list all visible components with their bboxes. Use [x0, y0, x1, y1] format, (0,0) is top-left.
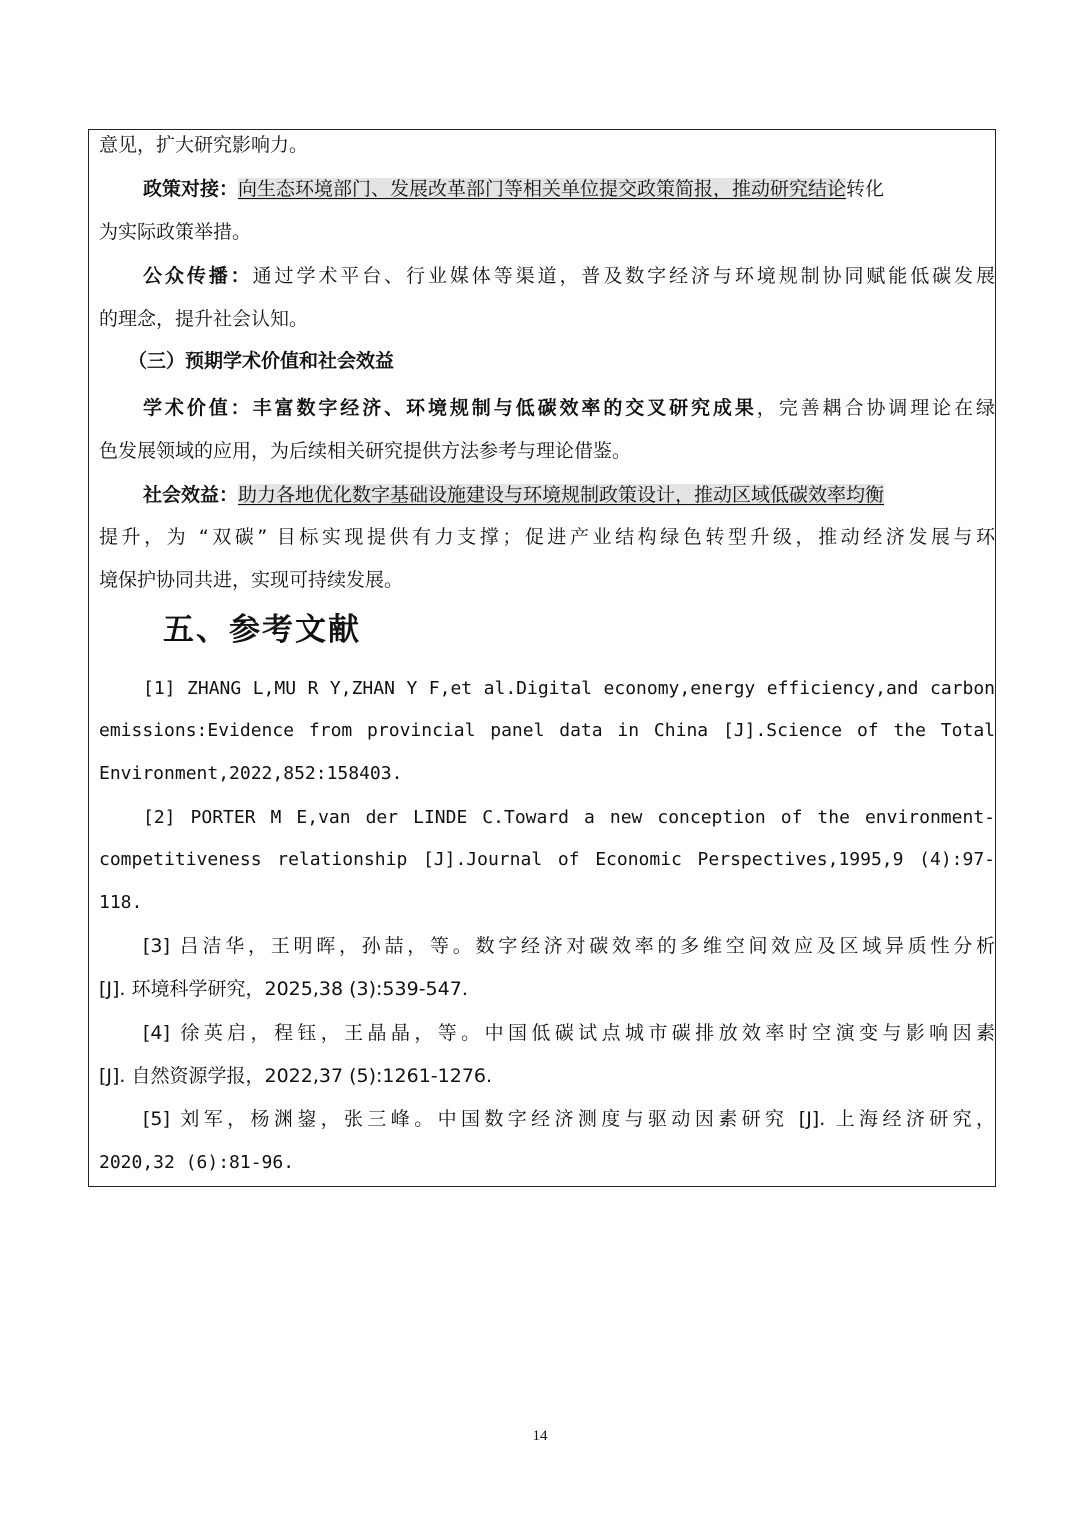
social-paragraph-line1 — [143, 480, 995, 510]
section-heading-3: （三）预期学术价值和社会效益 — [128, 350, 395, 372]
text: 意见，扩大研究影响力。 — [99, 134, 309, 156]
policy-highlight: 向生态环境部门、发展改革部门等相关单位提交政策简报，推动研究结论 — [238, 178, 847, 200]
text: 转化 — [846, 178, 885, 200]
public-paragraph-line1 — [143, 261, 995, 291]
text: ，完善耦合协调理论在绿 — [756, 397, 995, 419]
reference-1-line-1: [1] ZHANG L,MU R Y,ZHAN Y F,et al.Digital economy,energy efficiency,and carbon — [143, 678, 995, 699]
academic-label: 学术价值： — [143, 397, 253, 419]
text: 色发展领域的应用，为后续相关研究提供方法参考与理论借鉴。 — [99, 440, 632, 462]
policy-paragraph-line2 — [99, 217, 995, 247]
reference-2-line-1: [2] PORTER M E,van der LINDE C.Toward a new conception of the environment- — [143, 807, 995, 828]
public-paragraph-line2 — [99, 304, 995, 334]
social-paragraph-line2 — [99, 522, 995, 552]
social-label: 社会效益： — [143, 484, 239, 506]
public-label: 公众传播： — [143, 265, 253, 287]
policy-paragraph-line1 — [143, 174, 995, 204]
social-highlight: 助力各地优化数字基础设施建设与环境规制政策设计，推动区域低碳效率均衡 — [238, 484, 885, 506]
reference-5-line-2: 2020,32 (6):81-96. — [99, 1152, 295, 1173]
reference-5-line-1: [5] 刘军，杨渊鋆，张三峰。中国数字经济测度与驱动因素研究 [J]. 上海经济研究， — [143, 1108, 995, 1130]
academic-paragraph-line1 — [143, 393, 995, 423]
reference-2-line-3: 118. — [99, 892, 143, 913]
reference-3-line-2: [J]. 环境科学研究，2025,38 (3):539-547. — [99, 978, 468, 1000]
policy-label: 政策对接： — [143, 178, 239, 200]
reference-3-line-1: [3] 吕洁华，王明晖，孙喆，等。数字经济对碳效率的多维空间效应及区域异质性分析 — [143, 935, 995, 957]
reference-4-line-1: [4] 徐英启，程钰，王晶晶，等。中国低碳试点城市碳排放效率时空演变与影响因素 — [143, 1022, 995, 1044]
section-heading-5: 五、参考文献 — [163, 612, 361, 648]
text: 为实际政策举措。 — [99, 221, 252, 243]
social-paragraph-line3 — [99, 565, 995, 595]
text: 的理念，提升社会认知。 — [99, 308, 309, 330]
academic-bold-text: 丰富数字经济、环境规制与低碳效率的交叉研究成果 — [252, 397, 757, 419]
reference-1-line-3: Environment,2022,852:158403. — [99, 763, 403, 784]
text: 通过学术平台、行业媒体等渠道，普及数字经济与环境规制协同赋能低碳发展 — [252, 265, 995, 287]
academic-paragraph-line2 — [99, 436, 995, 466]
reference-1-line-2: emissions:Evidence from provincial panel data in China [J].Science of the Total — [99, 720, 995, 741]
page-number: 14 — [532, 1428, 548, 1444]
reference-2-line-2: competitiveness relationship [J].Journal of Economic Perspectives,1995,9 (4):97- — [99, 849, 995, 870]
reference-4-line-2: [J]. 自然资源学报，2022,37 (5):1261-1276. — [99, 1065, 493, 1087]
text: 境保护协同共进，实现可持续发展。 — [99, 569, 404, 591]
paragraph-line — [99, 130, 995, 160]
text: 提升，为 “双碳” 目标实现提供有力支撑；促进产业结构绿色转型升级，推动经济发展与环 — [99, 526, 995, 548]
